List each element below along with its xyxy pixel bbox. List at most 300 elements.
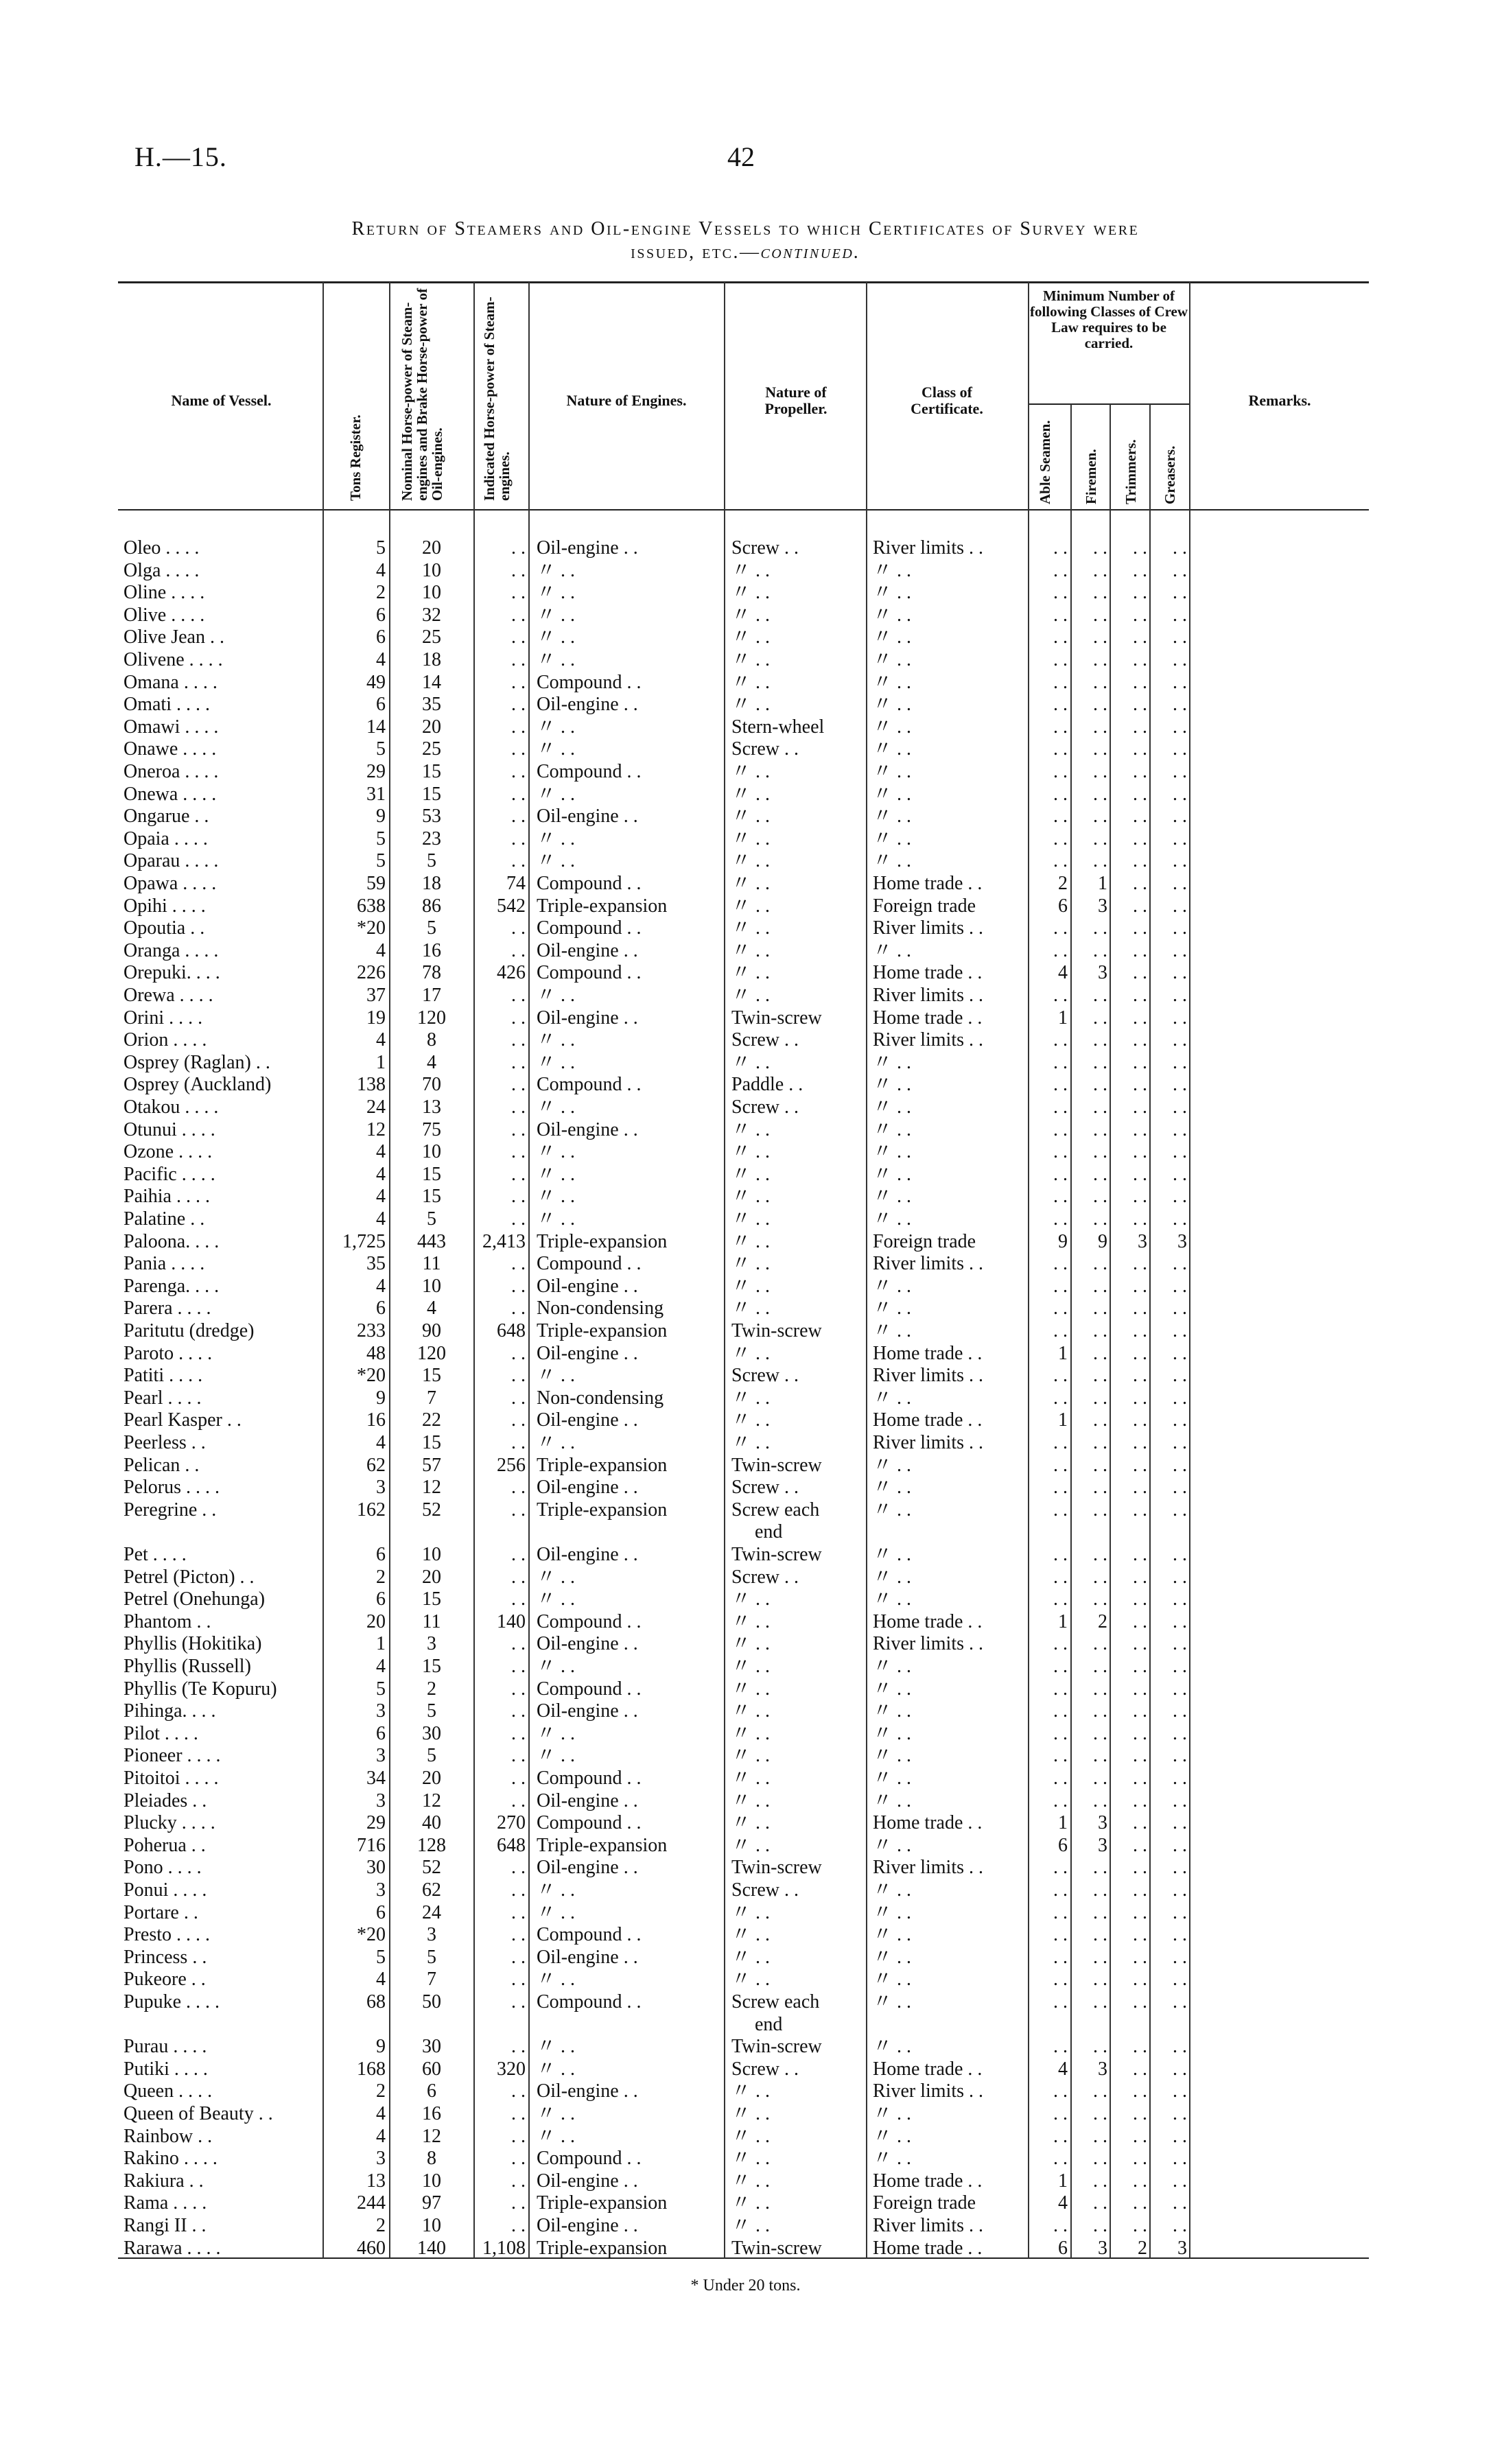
firemen: . . xyxy=(1093,939,1107,961)
vessel-name: Pilot . . . . xyxy=(124,1722,198,1744)
trimmers: . . xyxy=(1133,2215,1147,2236)
greasers: . . xyxy=(1173,2036,1187,2058)
firemen: . . xyxy=(1093,1432,1107,1453)
nature-of-propeller: 〃 . . xyxy=(731,2103,771,2124)
class-of-certificate: 〃 . . xyxy=(873,2148,912,2170)
firemen: . . xyxy=(1093,716,1107,738)
class-of-certificate: 〃 . . xyxy=(873,1387,912,1409)
nature-of-propeller: Paddle . . xyxy=(731,1074,803,1096)
nature-of-propeller: 〃 . . xyxy=(731,1790,771,1811)
able-seamen: . . xyxy=(1053,1051,1068,1073)
nominal-hp: 16 xyxy=(422,939,441,961)
able-seamen: . . xyxy=(1053,1432,1068,1453)
trimmers: . . xyxy=(1133,1298,1147,1319)
able-seamen: . . xyxy=(1053,1678,1068,1700)
nominal-hp: 7 xyxy=(427,1969,436,1991)
greasers: . . xyxy=(1173,1096,1187,1118)
nature-of-engines: Non-condensing xyxy=(537,1387,664,1409)
nominal-hp: 15 xyxy=(422,1163,441,1185)
greasers: . . xyxy=(1173,1409,1187,1431)
class-of-certificate: Foreign trade xyxy=(873,895,976,917)
nominal-hp: 120 xyxy=(417,1342,446,1364)
nature-of-propeller: Twin-screw xyxy=(731,1007,822,1029)
nature-of-propeller: 〃 . . xyxy=(731,1745,771,1767)
greasers: . . xyxy=(1173,1074,1187,1096)
indicated-hp: . . xyxy=(511,738,526,760)
nominal-hp: 5 xyxy=(427,1700,436,1722)
nominal-hp: 4 xyxy=(427,1051,436,1073)
greasers: . . xyxy=(1173,1566,1187,1588)
tons-register: 460 xyxy=(357,2237,386,2259)
nominal-hp: 75 xyxy=(422,1118,441,1140)
class-of-certificate: 〃 . . xyxy=(873,1298,912,1319)
nature-of-engines: 〃 . . xyxy=(537,1722,576,1744)
firemen: . . xyxy=(1093,1454,1107,1476)
indicated-hp: . . xyxy=(511,1007,526,1029)
class-of-certificate: 〃 . . xyxy=(873,1678,912,1700)
indicated-hp: . . xyxy=(511,850,526,872)
greasers: . . xyxy=(1173,1387,1187,1409)
vessel-name: Oranga . . . . xyxy=(124,939,219,961)
nominal-hp: 443 xyxy=(417,1230,446,1252)
indicated-hp: . . xyxy=(511,1969,526,1991)
greasers: 3 xyxy=(1177,1230,1187,1252)
header-indicated-hp: Indicated Horse-power of Steam-engines. xyxy=(481,296,513,501)
tons-register: 5 xyxy=(376,537,386,559)
nature-of-propeller-continued: end xyxy=(755,2013,783,2035)
class-of-certificate: 〃 . . xyxy=(873,738,912,760)
indicated-hp: . . xyxy=(511,985,526,1006)
tons-register: 4 xyxy=(376,1186,386,1208)
vessel-name: Pelican . . xyxy=(124,1454,200,1476)
vessel-name: Pet . . . . xyxy=(124,1544,187,1565)
vessel-name: Orewa . . . . xyxy=(124,985,213,1006)
indicated-hp: 2,413 xyxy=(482,1230,526,1252)
able-seamen: . . xyxy=(1053,1320,1068,1341)
vessel-name: Oline . . . . xyxy=(124,582,205,604)
nature-of-engines: 〃 . . xyxy=(537,1208,576,1230)
nature-of-engines: Triple-expansion xyxy=(537,1834,668,1856)
class-of-certificate: 〃 . . xyxy=(873,850,912,872)
tons-register: 3 xyxy=(376,1745,386,1767)
vessel-name: Olive Jean . . xyxy=(124,626,224,648)
firemen: . . xyxy=(1093,1499,1107,1521)
able-seamen: . . xyxy=(1053,828,1068,849)
indicated-hp: . . xyxy=(511,2170,526,2192)
greasers: . . xyxy=(1173,1588,1187,1610)
nominal-hp: 10 xyxy=(422,2215,441,2236)
trimmers: . . xyxy=(1133,1477,1147,1499)
indicated-hp: . . xyxy=(511,1029,526,1051)
trimmers: . . xyxy=(1133,694,1147,716)
nominal-hp: 15 xyxy=(422,1365,441,1387)
nature-of-engines: 〃 . . xyxy=(537,783,576,805)
nature-of-propeller: Screw . . xyxy=(731,1365,799,1387)
tons-register: 30 xyxy=(366,1857,386,1879)
header-firemen: Firemen. xyxy=(1083,449,1099,504)
indicated-hp: . . xyxy=(511,1633,526,1655)
firemen: . . xyxy=(1093,626,1107,648)
trimmers: . . xyxy=(1133,1320,1147,1341)
vessel-name: Opihi . . . . xyxy=(124,895,206,917)
greasers: . . xyxy=(1173,649,1187,670)
able-seamen: . . xyxy=(1053,783,1068,805)
vessel-name: Petrel (Picton) . . xyxy=(124,1566,255,1588)
nominal-hp: 25 xyxy=(422,738,441,760)
class-of-certificate: 〃 . . xyxy=(873,694,912,716)
greasers: . . xyxy=(1173,1790,1187,1811)
nominal-hp: 70 xyxy=(422,1074,441,1096)
greasers: . . xyxy=(1173,1186,1187,1208)
greasers: . . xyxy=(1173,1275,1187,1297)
tons-register: 3 xyxy=(376,1790,386,1811)
nature-of-engines: 〃 . . xyxy=(537,2036,576,2058)
tons-register: 638 xyxy=(357,895,386,917)
vessel-name: Orion . . . . xyxy=(124,1029,207,1051)
trimmers: . . xyxy=(1133,806,1147,828)
trimmers: . . xyxy=(1133,2125,1147,2147)
tons-register: 233 xyxy=(357,1320,386,1341)
indicated-hp: . . xyxy=(511,2080,526,2102)
nature-of-propeller: 〃 . . xyxy=(731,2170,771,2192)
nominal-hp: 10 xyxy=(422,1544,441,1565)
trimmers: . . xyxy=(1133,1051,1147,1073)
tons-register: 20 xyxy=(366,1610,386,1632)
class-of-certificate: 〃 . . xyxy=(873,1834,912,1856)
trimmers: . . xyxy=(1133,1946,1147,1968)
able-seamen: . . xyxy=(1053,1163,1068,1185)
nominal-hp: 22 xyxy=(422,1409,441,1431)
greasers: . . xyxy=(1173,559,1187,581)
nature-of-engines: 〃 . . xyxy=(537,1051,576,1073)
nominal-hp: 32 xyxy=(422,604,441,626)
able-seamen: . . xyxy=(1053,1454,1068,1476)
greasers: . . xyxy=(1173,1029,1187,1051)
trimmers: . . xyxy=(1133,1700,1147,1722)
indicated-hp: . . xyxy=(511,1566,526,1588)
nominal-hp: 8 xyxy=(427,1029,436,1051)
firemen: 1 xyxy=(1098,873,1107,894)
greasers: . . xyxy=(1173,917,1187,939)
nature-of-propeller: 〃 . . xyxy=(731,1275,771,1297)
able-seamen: . . xyxy=(1053,1118,1068,1140)
nominal-hp: 7 xyxy=(427,1387,436,1409)
trimmers: . . xyxy=(1133,1409,1147,1431)
vessel-name: Putiki . . . . xyxy=(124,2058,208,2080)
vessel-name: Paritutu (dredge) xyxy=(124,1320,255,1341)
class-of-certificate: River limits . . xyxy=(873,1633,983,1655)
firemen: . . xyxy=(1093,738,1107,760)
tons-register: 6 xyxy=(376,1901,386,1923)
class-of-certificate: 〃 . . xyxy=(873,1969,912,1991)
greasers: . . xyxy=(1173,962,1187,984)
indicated-hp: . . xyxy=(511,582,526,604)
able-seamen: . . xyxy=(1053,559,1068,581)
nominal-hp: 120 xyxy=(417,1007,446,1029)
footnote: * Under 20 tons. xyxy=(690,2277,801,2295)
indicated-hp: . . xyxy=(511,2215,526,2236)
indicated-hp: . . xyxy=(511,806,526,828)
tons-register: 24 xyxy=(366,1096,386,1118)
nature-of-propeller: 〃 . . xyxy=(731,1946,771,1968)
nature-of-engines: 〃 . . xyxy=(537,1163,576,1185)
page-reference: H.—15. xyxy=(134,141,227,172)
vessel-name: Omati . . . . xyxy=(124,694,210,716)
nature-of-propeller: Screw . . xyxy=(731,2058,799,2080)
firemen: . . xyxy=(1093,1074,1107,1096)
nature-of-engines: 〃 . . xyxy=(537,985,576,1006)
class-of-certificate: 〃 . . xyxy=(873,806,912,828)
greasers: . . xyxy=(1173,537,1187,559)
nature-of-propeller: 〃 . . xyxy=(731,1834,771,1856)
trimmers: . . xyxy=(1133,671,1147,693)
vessel-name: Queen of Beauty . . xyxy=(124,2103,273,2124)
nature-of-propeller: 〃 . . xyxy=(731,2215,771,2236)
indicated-hp: . . xyxy=(511,1163,526,1185)
greasers: . . xyxy=(1173,738,1187,760)
nature-of-propeller: 〃 . . xyxy=(731,694,771,716)
greasers: . . xyxy=(1173,850,1187,872)
class-of-certificate: 〃 . . xyxy=(873,1096,912,1118)
trimmers: . . xyxy=(1133,1857,1147,1879)
greasers: . . xyxy=(1173,895,1187,917)
trimmers: . . xyxy=(1133,761,1147,782)
nature-of-engines: 〃 . . xyxy=(537,2103,576,2124)
class-of-certificate: 〃 . . xyxy=(873,1544,912,1565)
indicated-hp: . . xyxy=(511,604,526,626)
able-seamen: . . xyxy=(1053,1141,1068,1163)
nature-of-propeller: 〃 . . xyxy=(731,2192,771,2214)
able-seamen: . . xyxy=(1053,738,1068,760)
greasers: . . xyxy=(1173,1163,1187,1185)
tons-register: 6 xyxy=(376,626,386,648)
trimmers: . . xyxy=(1133,1074,1147,1096)
able-seamen: . . xyxy=(1053,1991,1068,2013)
vessel-name: Orepuki. . . . xyxy=(124,962,220,984)
trimmers: . . xyxy=(1133,1991,1147,2013)
nature-of-propeller: 〃 . . xyxy=(731,828,771,849)
nature-of-engines: Triple-expansion xyxy=(537,1499,668,1521)
vessel-name: Onawe . . . . xyxy=(124,738,217,760)
class-of-certificate: Home trade . . xyxy=(873,1342,983,1364)
class-of-certificate: 〃 . . xyxy=(873,626,912,648)
tons-register: 49 xyxy=(366,671,386,693)
able-seamen: 1 xyxy=(1058,1007,1068,1029)
indicated-hp: . . xyxy=(511,2148,526,2170)
class-of-certificate: River limits . . xyxy=(873,917,983,939)
nature-of-engines: 〃 . . xyxy=(537,1096,576,1118)
indicated-hp: . . xyxy=(511,1409,526,1431)
vessel-name: Palatine . . xyxy=(124,1208,205,1230)
nature-of-engines: Non-condensing xyxy=(537,1298,664,1319)
class-of-certificate: 〃 . . xyxy=(873,1946,912,1968)
able-seamen: . . xyxy=(1053,1722,1068,1744)
trimmers: . . xyxy=(1133,1141,1147,1163)
class-of-certificate: 〃 . . xyxy=(873,761,912,782)
firemen: 3 xyxy=(1098,2058,1107,2080)
vessel-name: Pacific . . . . xyxy=(124,1163,215,1185)
tons-register: 3 xyxy=(376,1879,386,1901)
nominal-hp: 11 xyxy=(422,1610,441,1632)
trimmers: . . xyxy=(1133,1208,1147,1230)
nominal-hp: 25 xyxy=(422,626,441,648)
nominal-hp: 5 xyxy=(427,1745,436,1767)
greasers: . . xyxy=(1173,1544,1187,1565)
nature-of-engines: 〃 . . xyxy=(537,1879,576,1901)
trimmers: . . xyxy=(1133,537,1147,559)
firemen: . . xyxy=(1093,2170,1107,2192)
nominal-hp: 5 xyxy=(427,850,436,872)
class-of-certificate: Foreign trade xyxy=(873,1230,976,1252)
firemen: . . xyxy=(1093,1163,1107,1185)
class-of-certificate: 〃 . . xyxy=(873,1208,912,1230)
nature-of-propeller: 〃 . . xyxy=(731,1208,771,1230)
trimmers: . . xyxy=(1133,1610,1147,1632)
trimmers: . . xyxy=(1133,1768,1147,1789)
able-seamen: . . xyxy=(1053,649,1068,670)
crew-subheader-rule xyxy=(1028,403,1189,405)
greasers: 3 xyxy=(1177,2237,1187,2259)
nominal-hp: 35 xyxy=(422,694,441,716)
indicated-hp: . . xyxy=(511,1208,526,1230)
firemen: . . xyxy=(1093,1722,1107,1744)
tons-register: 3 xyxy=(376,2148,386,2170)
header-certificate: Class of Certificate. xyxy=(911,384,983,417)
nature-of-engines: 〃 . . xyxy=(537,738,576,760)
able-seamen: . . xyxy=(1053,1879,1068,1901)
able-seamen: . . xyxy=(1053,1298,1068,1319)
nature-of-engines: 〃 . . xyxy=(537,1656,576,1677)
nominal-hp: 10 xyxy=(422,1275,441,1297)
col-divider xyxy=(528,282,530,2258)
indicated-hp: . . xyxy=(511,2036,526,2058)
able-seamen: . . xyxy=(1053,806,1068,828)
greasers: . . xyxy=(1173,2080,1187,2102)
greasers: . . xyxy=(1173,806,1187,828)
vessel-name: Portare . . xyxy=(124,1901,198,1923)
nature-of-propeller: 〃 . . xyxy=(731,1163,771,1185)
trimmers: . . xyxy=(1133,2192,1147,2214)
greasers: . . xyxy=(1173,1454,1187,1476)
nature-of-propeller: 〃 . . xyxy=(731,1610,771,1632)
title-prefix: issued, etc.— xyxy=(631,242,761,263)
nature-of-engines: Compound . . xyxy=(537,761,642,782)
tons-register: 13 xyxy=(366,2170,386,2192)
greasers: . . xyxy=(1173,671,1187,693)
nature-of-propeller: 〃 . . xyxy=(731,649,771,670)
able-seamen: . . xyxy=(1053,694,1068,716)
able-seamen: . . xyxy=(1053,2125,1068,2147)
nature-of-engines: 〃 . . xyxy=(537,716,576,738)
nature-of-propeller: Screw . . xyxy=(731,1096,799,1118)
nature-of-engines: Oil-engine . . xyxy=(537,537,638,559)
nominal-hp: 140 xyxy=(417,2237,446,2259)
vessel-name: Ongarue . . xyxy=(124,806,209,828)
col-divider xyxy=(1189,282,1190,2258)
nature-of-propeller: Screw . . xyxy=(731,1477,799,1499)
nature-of-propeller: 〃 . . xyxy=(731,895,771,917)
nature-of-propeller: Screw each xyxy=(731,1991,820,2013)
firemen: . . xyxy=(1093,783,1107,805)
able-seamen: . . xyxy=(1053,671,1068,693)
tons-register: 4 xyxy=(376,1275,386,1297)
indicated-hp: 256 xyxy=(497,1454,526,1476)
nature-of-engines: Triple-expansion xyxy=(537,1454,668,1476)
nature-of-engines: Triple-expansion xyxy=(537,1320,668,1341)
nature-of-propeller: Screw . . xyxy=(731,738,799,760)
nature-of-propeller: 〃 . . xyxy=(731,917,771,939)
trimmers: . . xyxy=(1133,1633,1147,1655)
tons-register: 6 xyxy=(376,1588,386,1610)
indicated-hp: . . xyxy=(511,1342,526,1364)
nominal-hp: 12 xyxy=(422,1477,441,1499)
able-seamen: . . xyxy=(1053,1387,1068,1409)
tons-register: 5 xyxy=(376,1946,386,1968)
nature-of-propeller: Screw . . xyxy=(731,1029,799,1051)
tons-register: 162 xyxy=(357,1499,386,1521)
nature-of-propeller: 〃 . . xyxy=(731,1633,771,1655)
nature-of-propeller: Screw each xyxy=(731,1499,820,1521)
class-of-certificate: 〃 . . xyxy=(873,559,912,581)
trimmers: . . xyxy=(1133,783,1147,805)
nature-of-engines: 〃 . . xyxy=(537,582,576,604)
firemen: . . xyxy=(1093,1790,1107,1811)
firemen: . . xyxy=(1093,1007,1107,1029)
class-of-certificate: Home trade . . xyxy=(873,1007,983,1029)
nature-of-engines: 〃 . . xyxy=(537,1969,576,1991)
tons-register: 4 xyxy=(376,1029,386,1051)
indicated-hp: . . xyxy=(511,1141,526,1163)
class-of-certificate: 〃 . . xyxy=(873,1186,912,1208)
nominal-hp: 52 xyxy=(422,1499,441,1521)
nominal-hp: 128 xyxy=(417,1834,446,1856)
nominal-hp: 18 xyxy=(422,873,441,894)
tons-register: 12 xyxy=(366,1118,386,1140)
trimmers: . . xyxy=(1133,1186,1147,1208)
class-of-certificate: 〃 . . xyxy=(873,1499,912,1521)
class-of-certificate: Home trade . . xyxy=(873,2058,983,2080)
nature-of-engines: Oil-engine . . xyxy=(537,1275,638,1297)
greasers: . . xyxy=(1173,2148,1187,2170)
nature-of-engines: Compound . . xyxy=(537,962,642,984)
header-propeller: Nature of Propeller. xyxy=(764,384,827,417)
nature-of-propeller: 〃 . . xyxy=(731,2080,771,2102)
nature-of-engines: Oil-engine . . xyxy=(537,939,638,961)
nature-of-propeller: 〃 . . xyxy=(731,1700,771,1722)
indicated-hp: . . xyxy=(511,2125,526,2147)
nature-of-engines: Compound . . xyxy=(537,1610,642,1632)
greasers: . . xyxy=(1173,828,1187,849)
class-of-certificate: 〃 . . xyxy=(873,582,912,604)
trimmers: . . xyxy=(1133,1656,1147,1677)
vessel-name: Parera . . . . xyxy=(124,1298,211,1319)
nominal-hp: 10 xyxy=(422,559,441,581)
able-seamen: 4 xyxy=(1058,962,1068,984)
greasers: . . xyxy=(1173,1118,1187,1140)
tons-register: 4 xyxy=(376,559,386,581)
nature-of-engines: Oil-engine . . xyxy=(537,1857,638,1879)
nature-of-engines: Compound . . xyxy=(537,1074,642,1096)
tons-register: 6 xyxy=(376,1722,386,1744)
firemen: . . xyxy=(1093,1544,1107,1565)
trimmers: . . xyxy=(1133,2170,1147,2192)
table-top-rule xyxy=(118,281,1369,283)
greasers: . . xyxy=(1173,2125,1187,2147)
class-of-certificate: River limits . . xyxy=(873,2080,983,2102)
trimmers: . . xyxy=(1133,939,1147,961)
class-of-certificate: River limits . . xyxy=(873,537,983,559)
firemen: . . xyxy=(1093,1633,1107,1655)
